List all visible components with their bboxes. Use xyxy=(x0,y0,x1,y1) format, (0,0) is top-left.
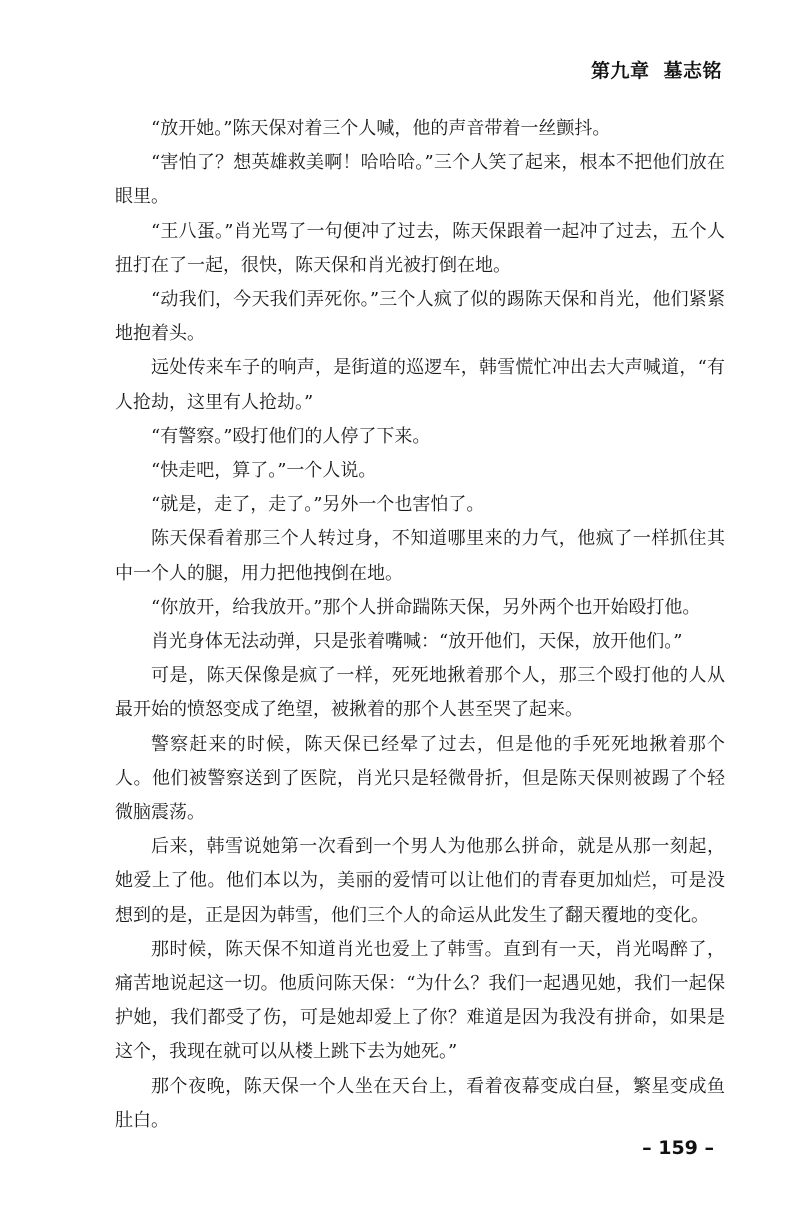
paragraph: 后来，韩雪说她第一次看到一个男人为他那么拼命，就是从那一刻起，她爱上了他。他们本以为，美丽的爱情可以让他们的青春更加灿烂，可是没想到的是，正是因为韩雪，他们三个人的命运从此发生了翻天覆地的变化。 xyxy=(115,836,725,926)
paragraph: “就是，走了，走了。”另外一个也害怕了。 xyxy=(151,494,485,516)
paragraph: “害怕了？想英雄救美啊！哈哈哈。”三个人笑了起来，根本不把他们放在眼里。 xyxy=(115,152,725,208)
paragraph: “放开她。”陈天保对着三个人喊，他的声音带着一丝颤抖。 xyxy=(151,118,611,139)
running-header xyxy=(591,56,722,83)
paragraph: 警察赶来的时候，陈天保已经晕了过去，但是他的手死死地揪着那个人。他们被警察送到了医院，肖光只是轻微骨折，但是陈天保则被踢了个轻微脑震荡。 xyxy=(115,733,725,824)
paragraph: 可是，陈天保像是疯了一样，死死地揪着那个人，那三个殴打他的人从最开始的愤怒变成了绝望，被揪着的那个人甚至哭了起来。 xyxy=(115,665,725,721)
chapter-title: 墓志铭 xyxy=(663,60,722,82)
paragraph: 肖光身体无法动弹，只是张着嘴喊：“放开他们，天保，放开他们。” xyxy=(151,631,683,653)
chapter-number: 第九章 xyxy=(590,60,650,82)
paragraph: 远处传来车子的响声，是街道的巡逻车，韩雪慌忙冲出去大声喊道，“有人抢劫，这里有人抢劫。” xyxy=(115,357,725,413)
body-text xyxy=(115,112,725,1138)
paragraph: “快走吧，算了。”一个人说。 xyxy=(151,460,377,482)
paragraph: “你放开，给我放开。”那个人拼命踹陈天保，另外两个也开始殴打他。 xyxy=(151,596,701,618)
paragraph: “有警察。”殴打他们的人停了下来。 xyxy=(151,425,431,447)
paragraph: 那时候，陈天保不知道肖光也爱上了韩雪。直到有一天，肖光喝醉了，痛苦地说起这一切。他质问陈天保：“为什么？我们一起遇见她，我们一起保护她，我们都受了伤，可是她却爱上了你？难道是因为我没有拼命，如果是这个，我现在就可以从楼上跳下去为她死。” xyxy=(115,938,725,1063)
paragraph: 陈天保看着那三个人转过身，不知道哪里来的力气，他疯了一样抓住其中一个人的腿，用力把他拽倒在地。 xyxy=(115,528,725,584)
paragraph: 那个夜晚，陈天保一个人坐在天台上，看着夜幕变成白昼，繁星变成鱼肚白。 xyxy=(115,1075,725,1131)
paragraph: “动我们，今天我们弄死你。”三个人疯了似的踢陈天保和肖光，他们紧紧地抱着头。 xyxy=(115,289,725,345)
paragraph: “王八蛋。”肖光骂了一句便冲了过去，陈天保跟着一起冲了过去，五个人扭打在了一起，很快，陈天保和肖光被打倒在地。 xyxy=(115,220,725,276)
page-number: – 159 – xyxy=(642,1137,714,1159)
